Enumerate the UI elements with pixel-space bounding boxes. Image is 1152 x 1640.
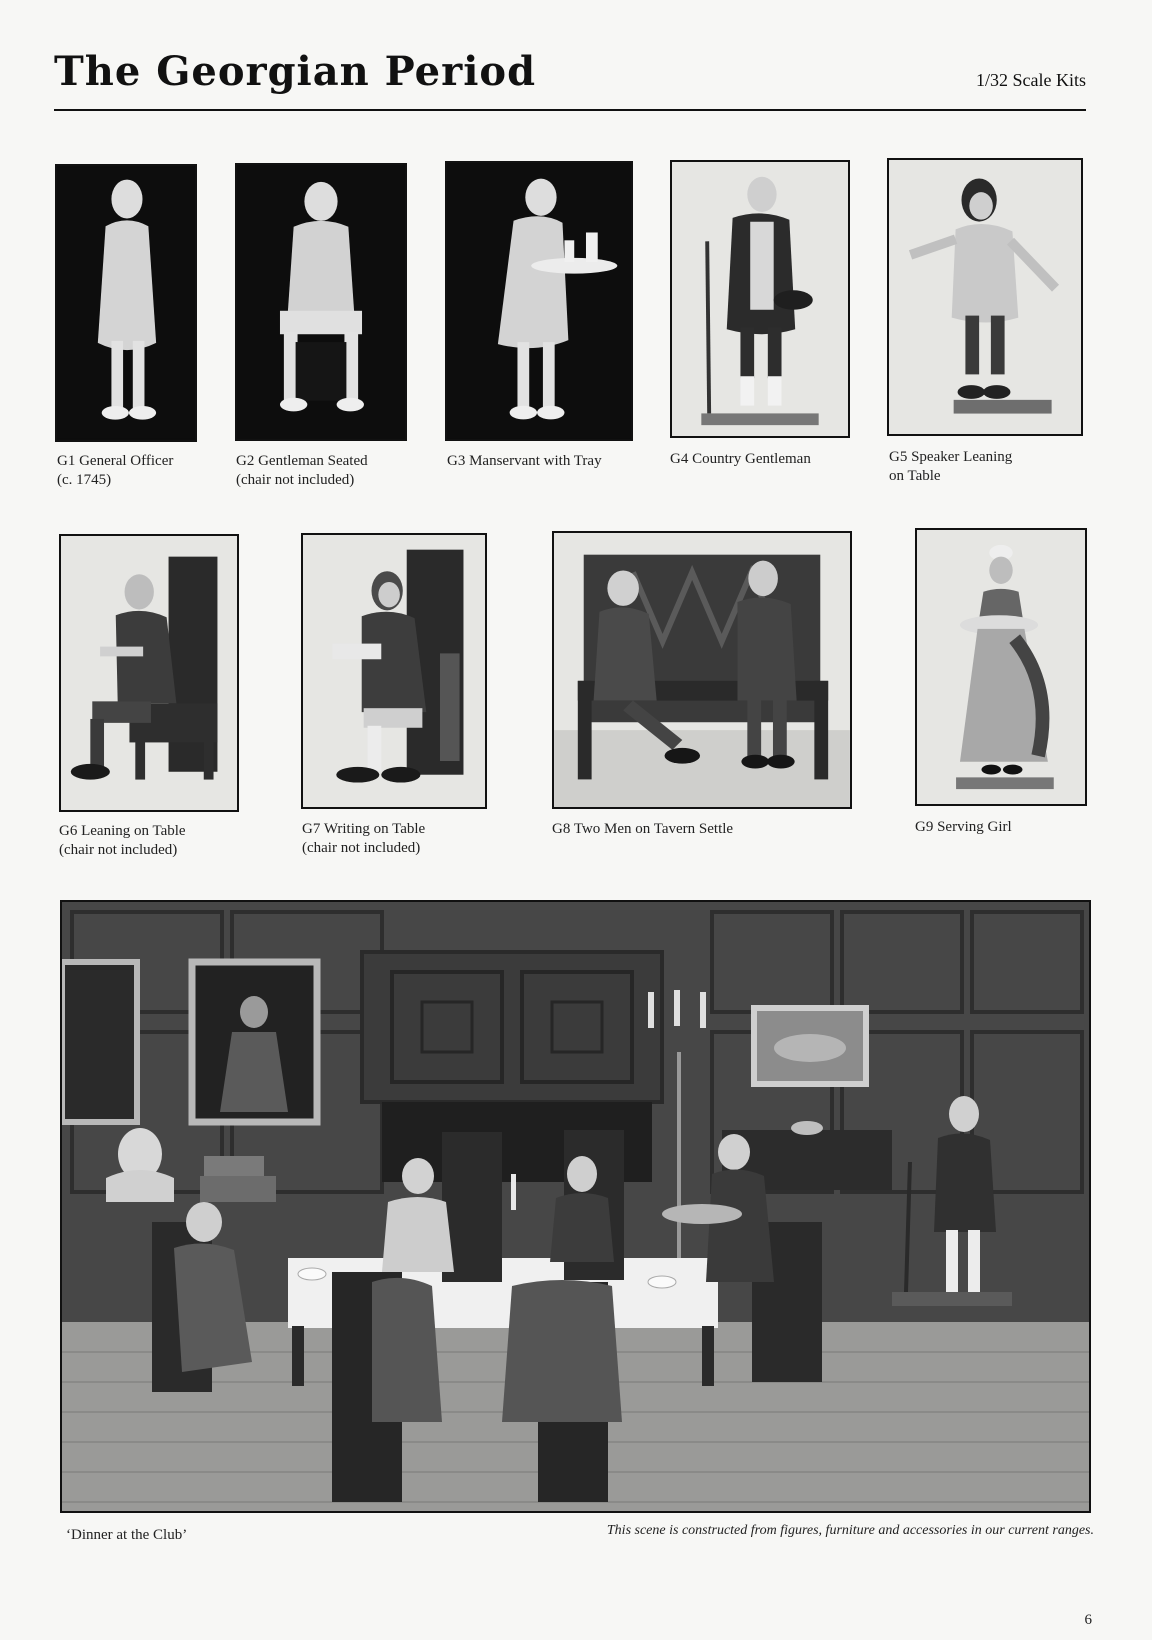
product-name: Two Men on Tavern Settle: [573, 821, 734, 837]
product-photo-g6: [59, 534, 239, 812]
product-photo-g9: [915, 528, 1087, 806]
caption-g6: [59, 822, 186, 860]
product-name: General Officer: [79, 453, 174, 469]
page-header: [54, 48, 1086, 110]
caption-g9: [915, 818, 1012, 837]
product-photo-g4: [670, 160, 850, 438]
caption-g1: [57, 452, 173, 490]
figure-g2-image: [237, 165, 405, 439]
product-note: (chair not included): [59, 842, 178, 858]
caption-g7: [302, 820, 425, 858]
product-name: Speaker Leaning: [911, 449, 1013, 465]
figure-g4-image: [672, 162, 848, 436]
product-code: G6: [59, 823, 78, 839]
scale-label: 1/32 Scale Kits: [976, 70, 1086, 90]
figure-g3-image: [447, 163, 631, 439]
figure-g1-image: [57, 166, 195, 440]
product-note: on Table: [889, 468, 941, 484]
product-name: Gentleman Seated: [258, 453, 368, 469]
figure-g6-image: [61, 536, 237, 810]
product-photo-g5: [887, 158, 1083, 436]
dinner-scene-image: [62, 902, 1089, 1511]
product-code: G7: [302, 821, 321, 837]
product-name: Leaning on Table: [81, 823, 186, 839]
figure-g5-image: [889, 160, 1081, 434]
product-code: G5: [889, 449, 908, 465]
caption-g2: [236, 452, 368, 490]
product-name: Manservant with Tray: [469, 453, 602, 469]
product-code: G2: [236, 453, 255, 469]
product-code: G8: [552, 821, 571, 837]
product-photo-g3: [445, 161, 633, 441]
product-note: (c. 1745): [57, 472, 112, 488]
dinner-scene-photo: [60, 900, 1091, 1513]
product-photo-g7: [301, 533, 487, 809]
product-note: (chair not included): [302, 840, 421, 856]
product-name: Writing on Table: [323, 821, 426, 837]
caption-g8: [552, 820, 733, 839]
page-number: 6: [1084, 1612, 1092, 1628]
header-rule: [54, 109, 1086, 111]
figure-g8-image: [554, 533, 850, 807]
scene-note: This scene is constructed from figures, furniture and accessories in our current ranges.: [606, 1523, 1094, 1538]
figure-g7-image: [303, 535, 485, 807]
caption-g4: [670, 450, 811, 469]
caption-g5: [889, 448, 1012, 486]
product-photo-g2: [235, 163, 407, 441]
product-code: G4: [670, 451, 689, 467]
product-code: G9: [915, 819, 934, 835]
figure-g9-image: [917, 530, 1085, 804]
product-photo-g1: [55, 164, 197, 442]
product-code: G3: [447, 453, 466, 469]
product-note: (chair not included): [236, 472, 355, 488]
scene-caption: ‘Dinner at the Club’: [66, 1527, 188, 1543]
product-name: Country Gentleman: [692, 451, 811, 467]
caption-g3: [447, 452, 602, 471]
product-photo-g8: [552, 531, 852, 809]
product-name: Serving Girl: [937, 819, 1012, 835]
page-title: The Georgian Period: [54, 48, 537, 95]
product-code: G1: [57, 453, 76, 469]
